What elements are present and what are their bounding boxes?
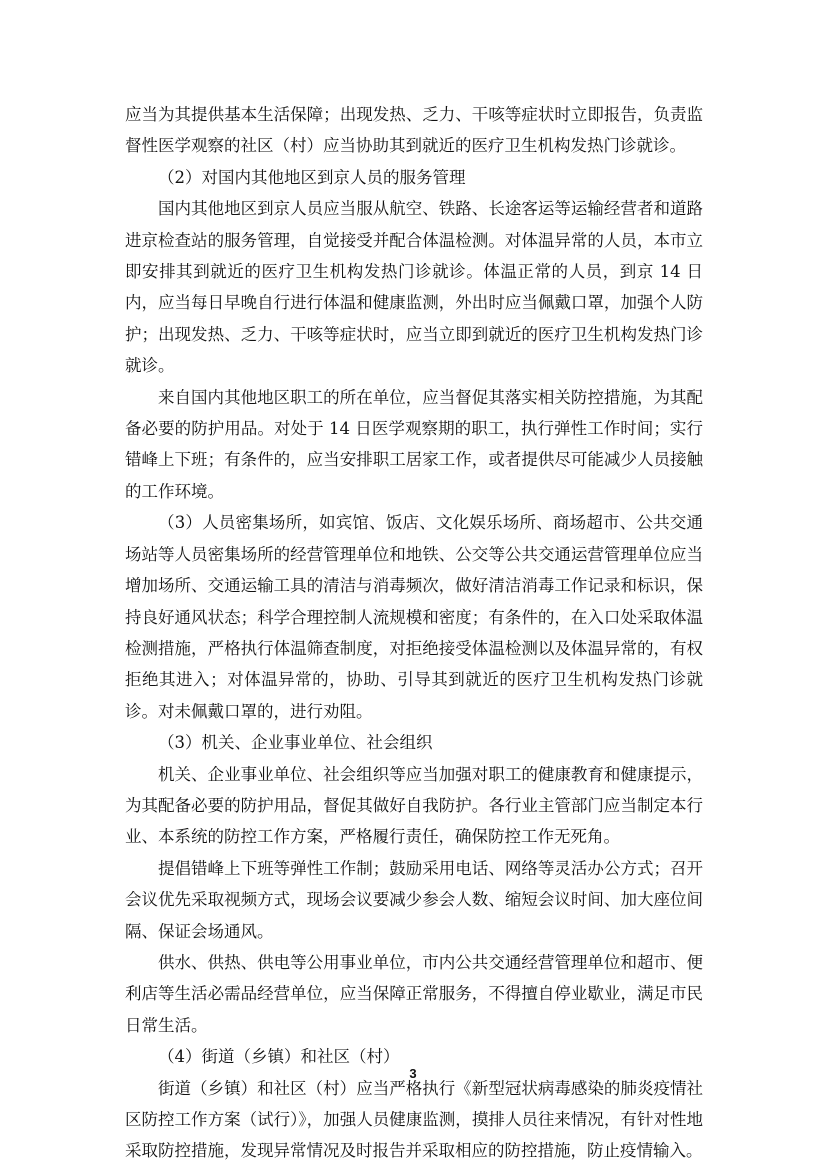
- paragraph: 街道（乡镇）和社区（村）应当严格执行《新型冠状病毒感染的肺炎疫情社区防控工作方案（试行）》，加强人员健康监测，摸排人员往来情况，有针对性地采取防控措施，发现异常情况及时报告并采取相应的防控措施，防止疫情输入。: [125, 1078, 703, 1161]
- paragraph-continuation: 应当为其提供基本生活保障；出现发热、乏力、干咳等症状时立即报告，负责监督性医学观察的社区（村）应当协助其到就近的医疗卫生机构发热门诊就诊。: [125, 105, 703, 156]
- page-number: 3: [409, 1066, 417, 1081]
- section-heading-4: （4）街道（乡镇）和社区（村）: [158, 1047, 400, 1067]
- section-heading-2: （2）对国内其他地区到京人员的服务管理: [158, 167, 466, 187]
- paragraph: 机关、企业事业单位、社会组织等应当加强对职工的健康教育和健康提示，为其配备必要的防护用品，督促其做好自我防护。各行业主管部门应当制定本行业、本系统的防控工作方案，严格履行责任，确保防控工作无死角。: [125, 764, 703, 847]
- section-heading-3: （3）机关、企业事业单位、社会组织: [158, 733, 433, 753]
- paragraph: 国内其他地区到京人员应当服从航空、铁路、长途客运等运输经营者和道路进京检查站的服务管理，自觉接受并配合体温检测。对体温异常的人员，本市立即安排其到就近的医疗卫生机构发热门诊就诊。体温正常的人员，到京 14 日内，应当每日早晚自行进行体温和健康监测，外出时应当佩戴口罩，加强个人防护；出现发热、乏力、干咳等症状时，应当立即到就近的医疗卫生机构发热门诊就诊。: [125, 199, 703, 376]
- paragraph: 来自国内其他地区职工的所在单位，应当督促其落实相关防控措施，为其配备必要的防护用品。对处于 14 日医学观察期的职工，执行弹性工作时间；实行错峰上下班；有条件的，应当安排职工居家工作，或者提供尽可能减少人员接触的工作环境。: [125, 387, 703, 501]
- document-body: [125, 99, 703, 1167]
- paragraph-crowded-places: （3）人员密集场所，如宾馆、饭店、文化娱乐场所、商场超市、公共交通场站等人员密集场所的经营管理单位和地铁、公交等公共交通运营管理单位应当增加场所、交通运输工具的清洁与消毒频次，做好清洁消毒工作记录和标识，保持良好通风状态；科学合理控制人流规模和密度；有条件的，在入口处采取体温检测措施，严格执行体温筛查制度，对拒绝接受体温检测以及体温异常的，有权拒绝其进入；对体温异常的，协助、引导其到就近的医疗卫生机构发热门诊就诊。对未佩戴口罩的，进行劝阻。: [125, 513, 703, 721]
- paragraph: 供水、供热、供电等公用事业单位，市内公共交通经营管理单位和超市、便利店等生活必需品经营单位，应当保障正常服务，不得擅自停业歇业，满足市民日常生活。: [125, 952, 703, 1035]
- paragraph: 提倡错峰上下班等弹性工作制；鼓励采用电话、网络等灵活办公方式；召开会议优先采取视频方式，现场会议要减少参会人数、缩短会议时间、加大座位间隔、保证会场通风。: [125, 858, 703, 941]
